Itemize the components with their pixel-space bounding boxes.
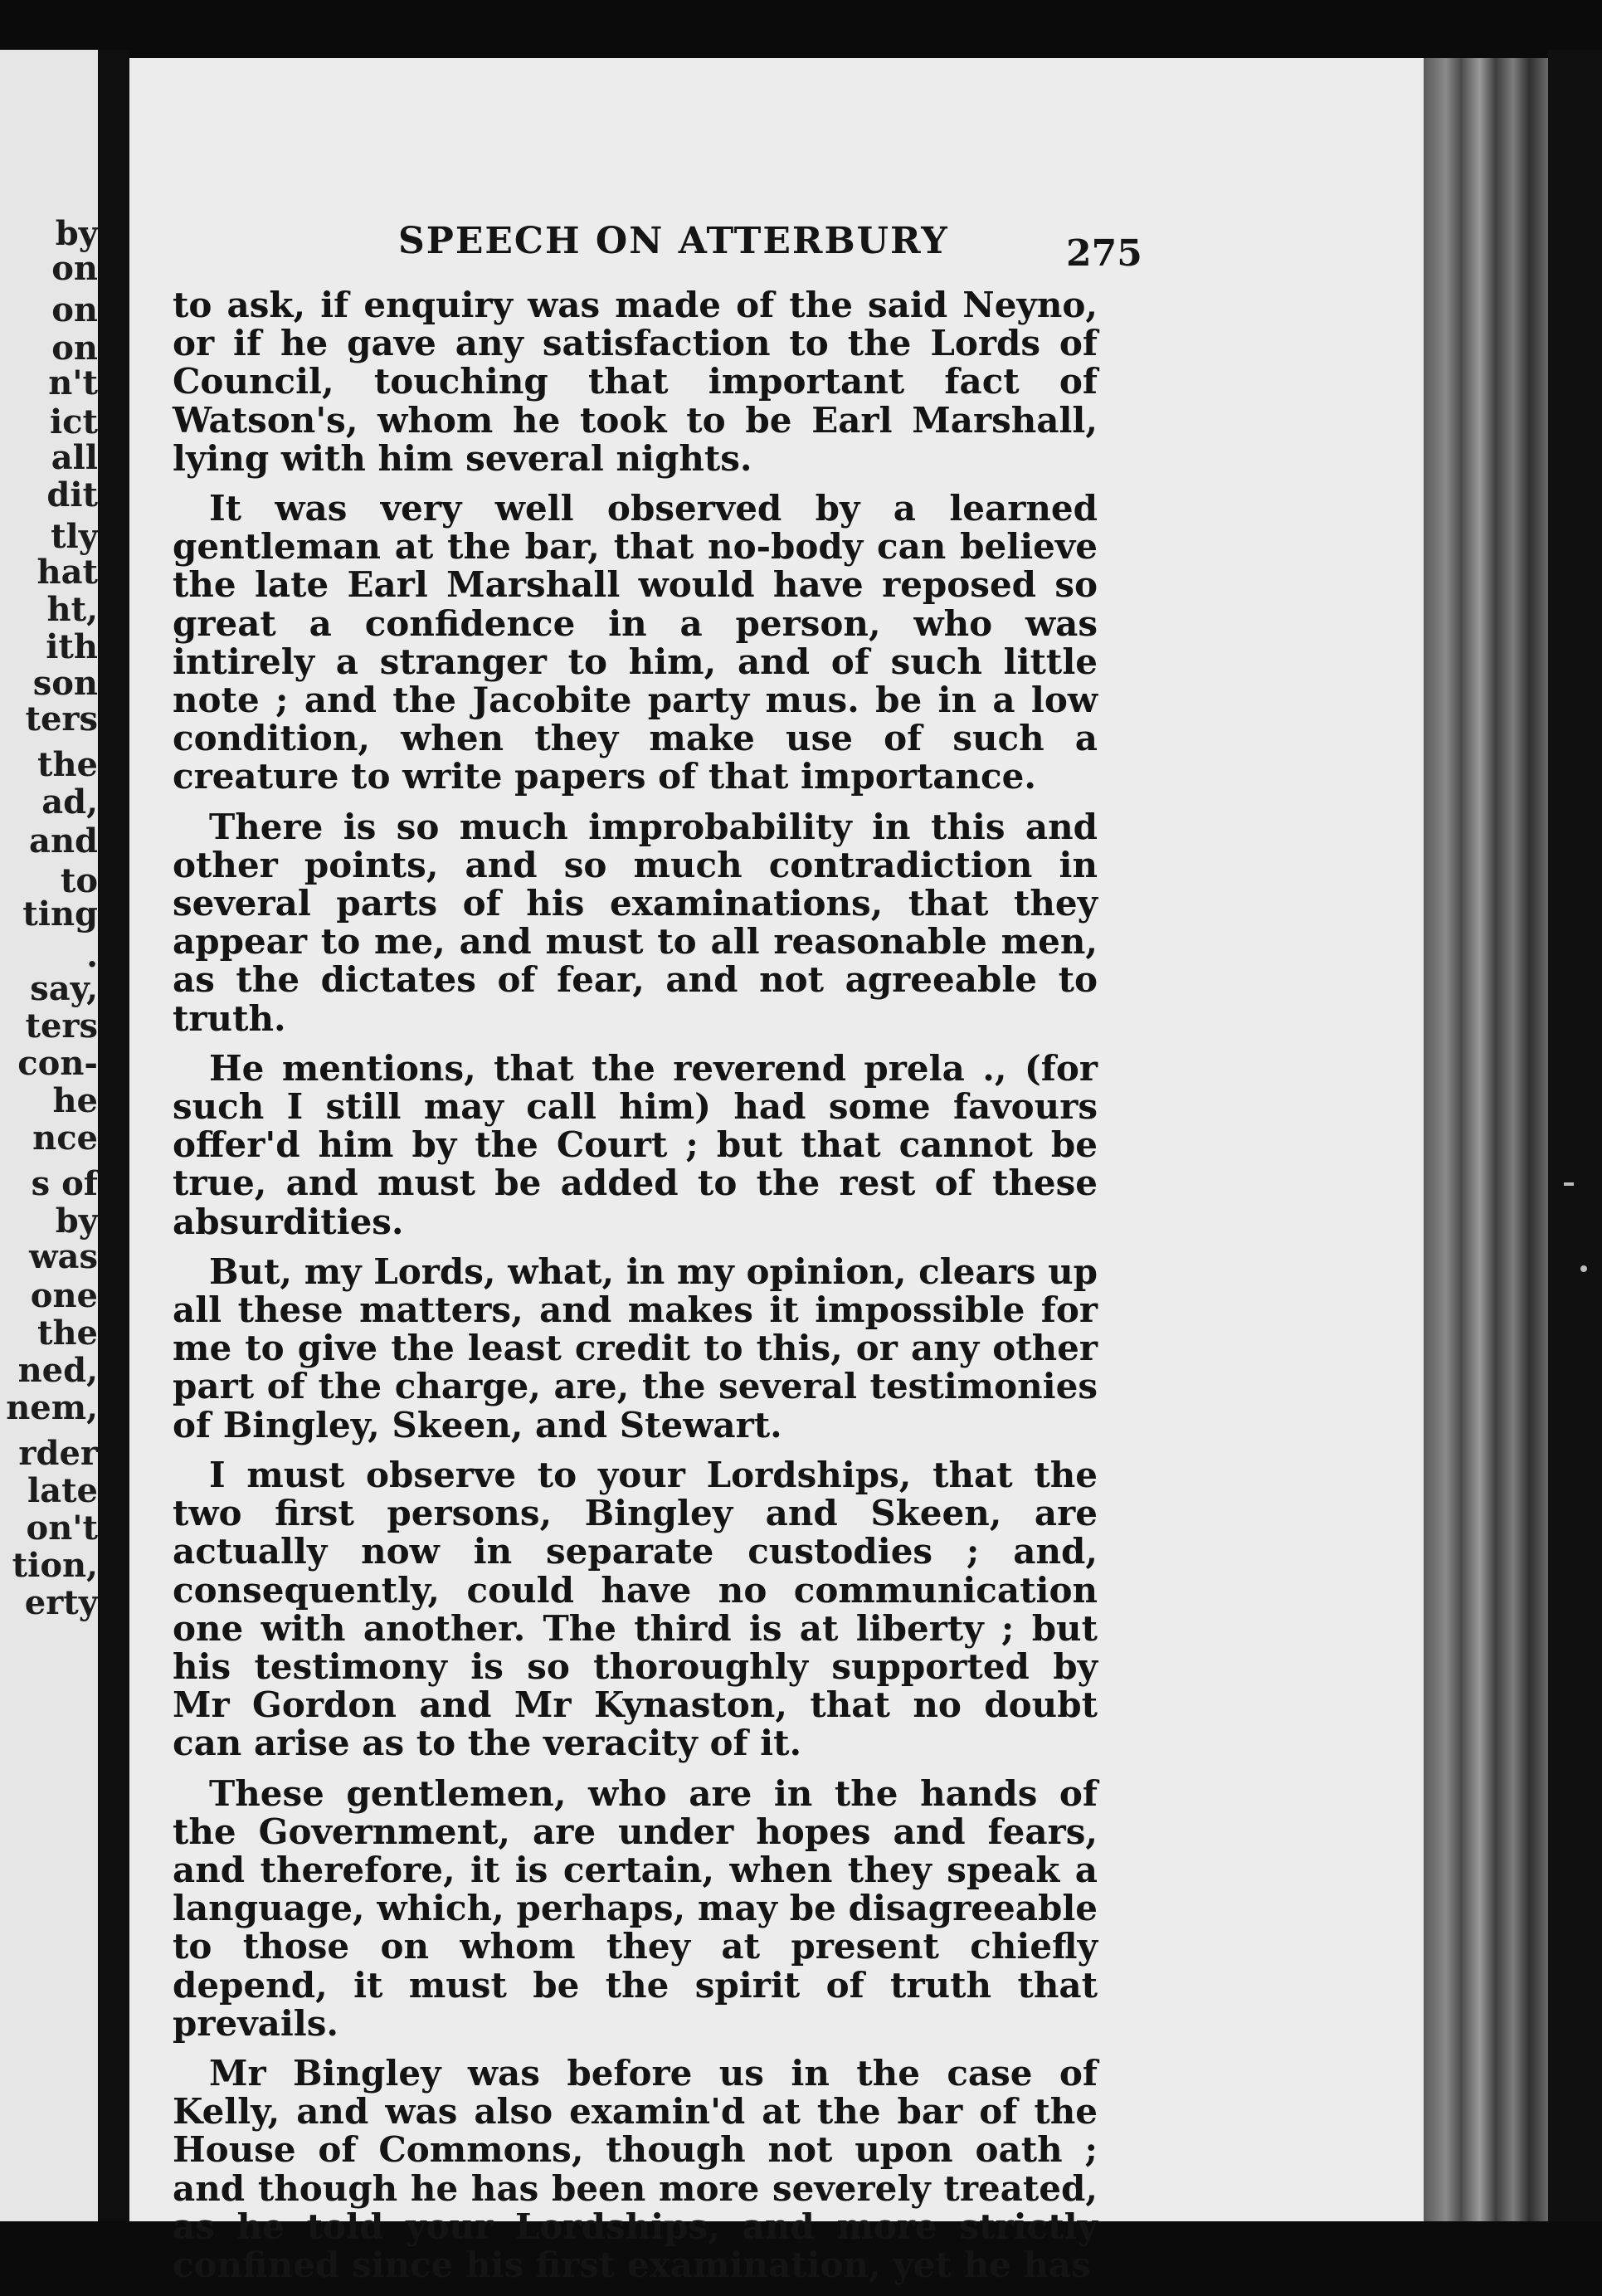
facing-page-line: ith	[46, 627, 98, 666]
facing-page-line: ters	[25, 700, 98, 739]
scan-mark	[1580, 1265, 1587, 1272]
facing-page-line: was	[29, 1237, 98, 1276]
paragraph: But, my Lords, what, in my opinion, clears up all these matters, and makes it impossible for me to give the least credit to this, or any other part of the charge, are, the several testimonies of Bingley, Skeen, and Stewart.	[173, 1250, 1098, 1445]
facing-page-line: tion,	[12, 1546, 98, 1585]
facing-page-line: on't	[26, 1509, 98, 1548]
facing-page-line: con-	[17, 1044, 98, 1083]
facing-page-line: to	[60, 861, 98, 900]
facing-page-line: ting	[22, 895, 98, 934]
facing-page-line: hat	[37, 553, 98, 592]
facing-page-line: on	[51, 329, 98, 368]
paragraph: He mentions, that the reverend prela ., (for such I still may call him) had some favours offer'd him by the Court ; but that cannot be true, and must be added to the rest of these absurdities.	[173, 1047, 1098, 1242]
facing-page-line: son	[32, 664, 98, 703]
facing-page-line: and	[29, 821, 98, 860]
running-header: SPEECH ON ATTERBURY	[398, 220, 949, 262]
facing-page-line: he	[52, 1081, 98, 1120]
facing-page-line: say,	[30, 969, 98, 1008]
facing-page-line: ht,	[46, 590, 98, 629]
facing-page-line: rder	[18, 1434, 98, 1473]
paragraph: to ask, if enquiry was made of the said Neyno, or if he gave any satisfaction to the Lords of Council, touching that important fact of Watson's, whom he took to be Earl Marshall, lying with him several nights.	[173, 285, 1098, 479]
paragraph: These gentlemen, who are in the hands of the Government, are under hopes and fears, and therefore, it is certain, when they speak a language, which, perhaps, may be disagreeable to those on whom they at present chiefly depend, it must be the spirit of truth that prevails.	[173, 1772, 1098, 2044]
facing-page-line: on	[51, 290, 98, 329]
facing-page-line: all	[51, 438, 98, 477]
page-edges	[1424, 58, 1548, 2221]
facing-page-line: nce	[32, 1119, 98, 1158]
paragraph: There is so much improbability in this and other points, and so much contradiction in several parts of his examinations, that they appear to me, and must to all reasonable men, as the dictates of fear, and not agreeable to truth.	[173, 806, 1098, 1039]
book-gutter	[98, 50, 129, 2221]
facing-page-line: by	[55, 214, 98, 253]
facing-page-line: tly	[51, 517, 98, 556]
facing-page-line: ned,	[17, 1351, 98, 1390]
facing-page-line: the	[37, 745, 98, 784]
facing-page-line: ad,	[41, 782, 98, 821]
paragraph: It was very well observed by a learned gentleman at the bar, that no-body can believe the late Earl Marshall would have reposed so great a confidence in a person, who was intirely a stranger to him, and of such little note ; and the Jacobite party mus. be in a low condition, when they make use of such a creature to write papers of that importance.	[173, 488, 1098, 797]
facing-page-line: the	[37, 1314, 98, 1353]
facing-page-line: one	[30, 1276, 98, 1315]
facing-page-line: nem,	[6, 1388, 98, 1427]
facing-page-line: erty	[24, 1583, 98, 1622]
scan-mark	[1564, 1182, 1574, 1186]
paragraph: Mr Bingley was before us in the case of Kelly, and was also examin'd at the bar of the House of Commons, though not upon oath ; and though he has been more severely treated, as he told your Lordships, and more strictly confined since his first examination, yet he has	[173, 2052, 1098, 2285]
facing-page-line: late	[27, 1471, 98, 1510]
facing-page-line: .	[86, 936, 98, 975]
paragraph: I must observe to your Lordships, that the two first persons, Bingley and Skeen, are actually now in separate custodies ; and, consequently, could have no communication one with another. The third is at liberty ; but his testimony is so thoroughly supported by Mr Gordon and Mr Kynaston, that no doubt can arise as to the veracity of it.	[173, 1454, 1098, 1764]
facing-page-line: on	[51, 249, 98, 288]
facing-page-line: by	[55, 1202, 98, 1241]
facing-page-line: n't	[48, 363, 98, 402]
page-number: 275	[1066, 232, 1142, 275]
scan-background	[1548, 50, 1602, 2221]
facing-page-line: dit	[46, 475, 98, 514]
facing-page-line: s of	[31, 1164, 98, 1203]
body-text	[173, 286, 1098, 2296]
facing-page-fragment	[0, 50, 98, 2221]
facing-page-line: ters	[25, 1007, 98, 1046]
facing-page-line: ict	[49, 402, 98, 441]
